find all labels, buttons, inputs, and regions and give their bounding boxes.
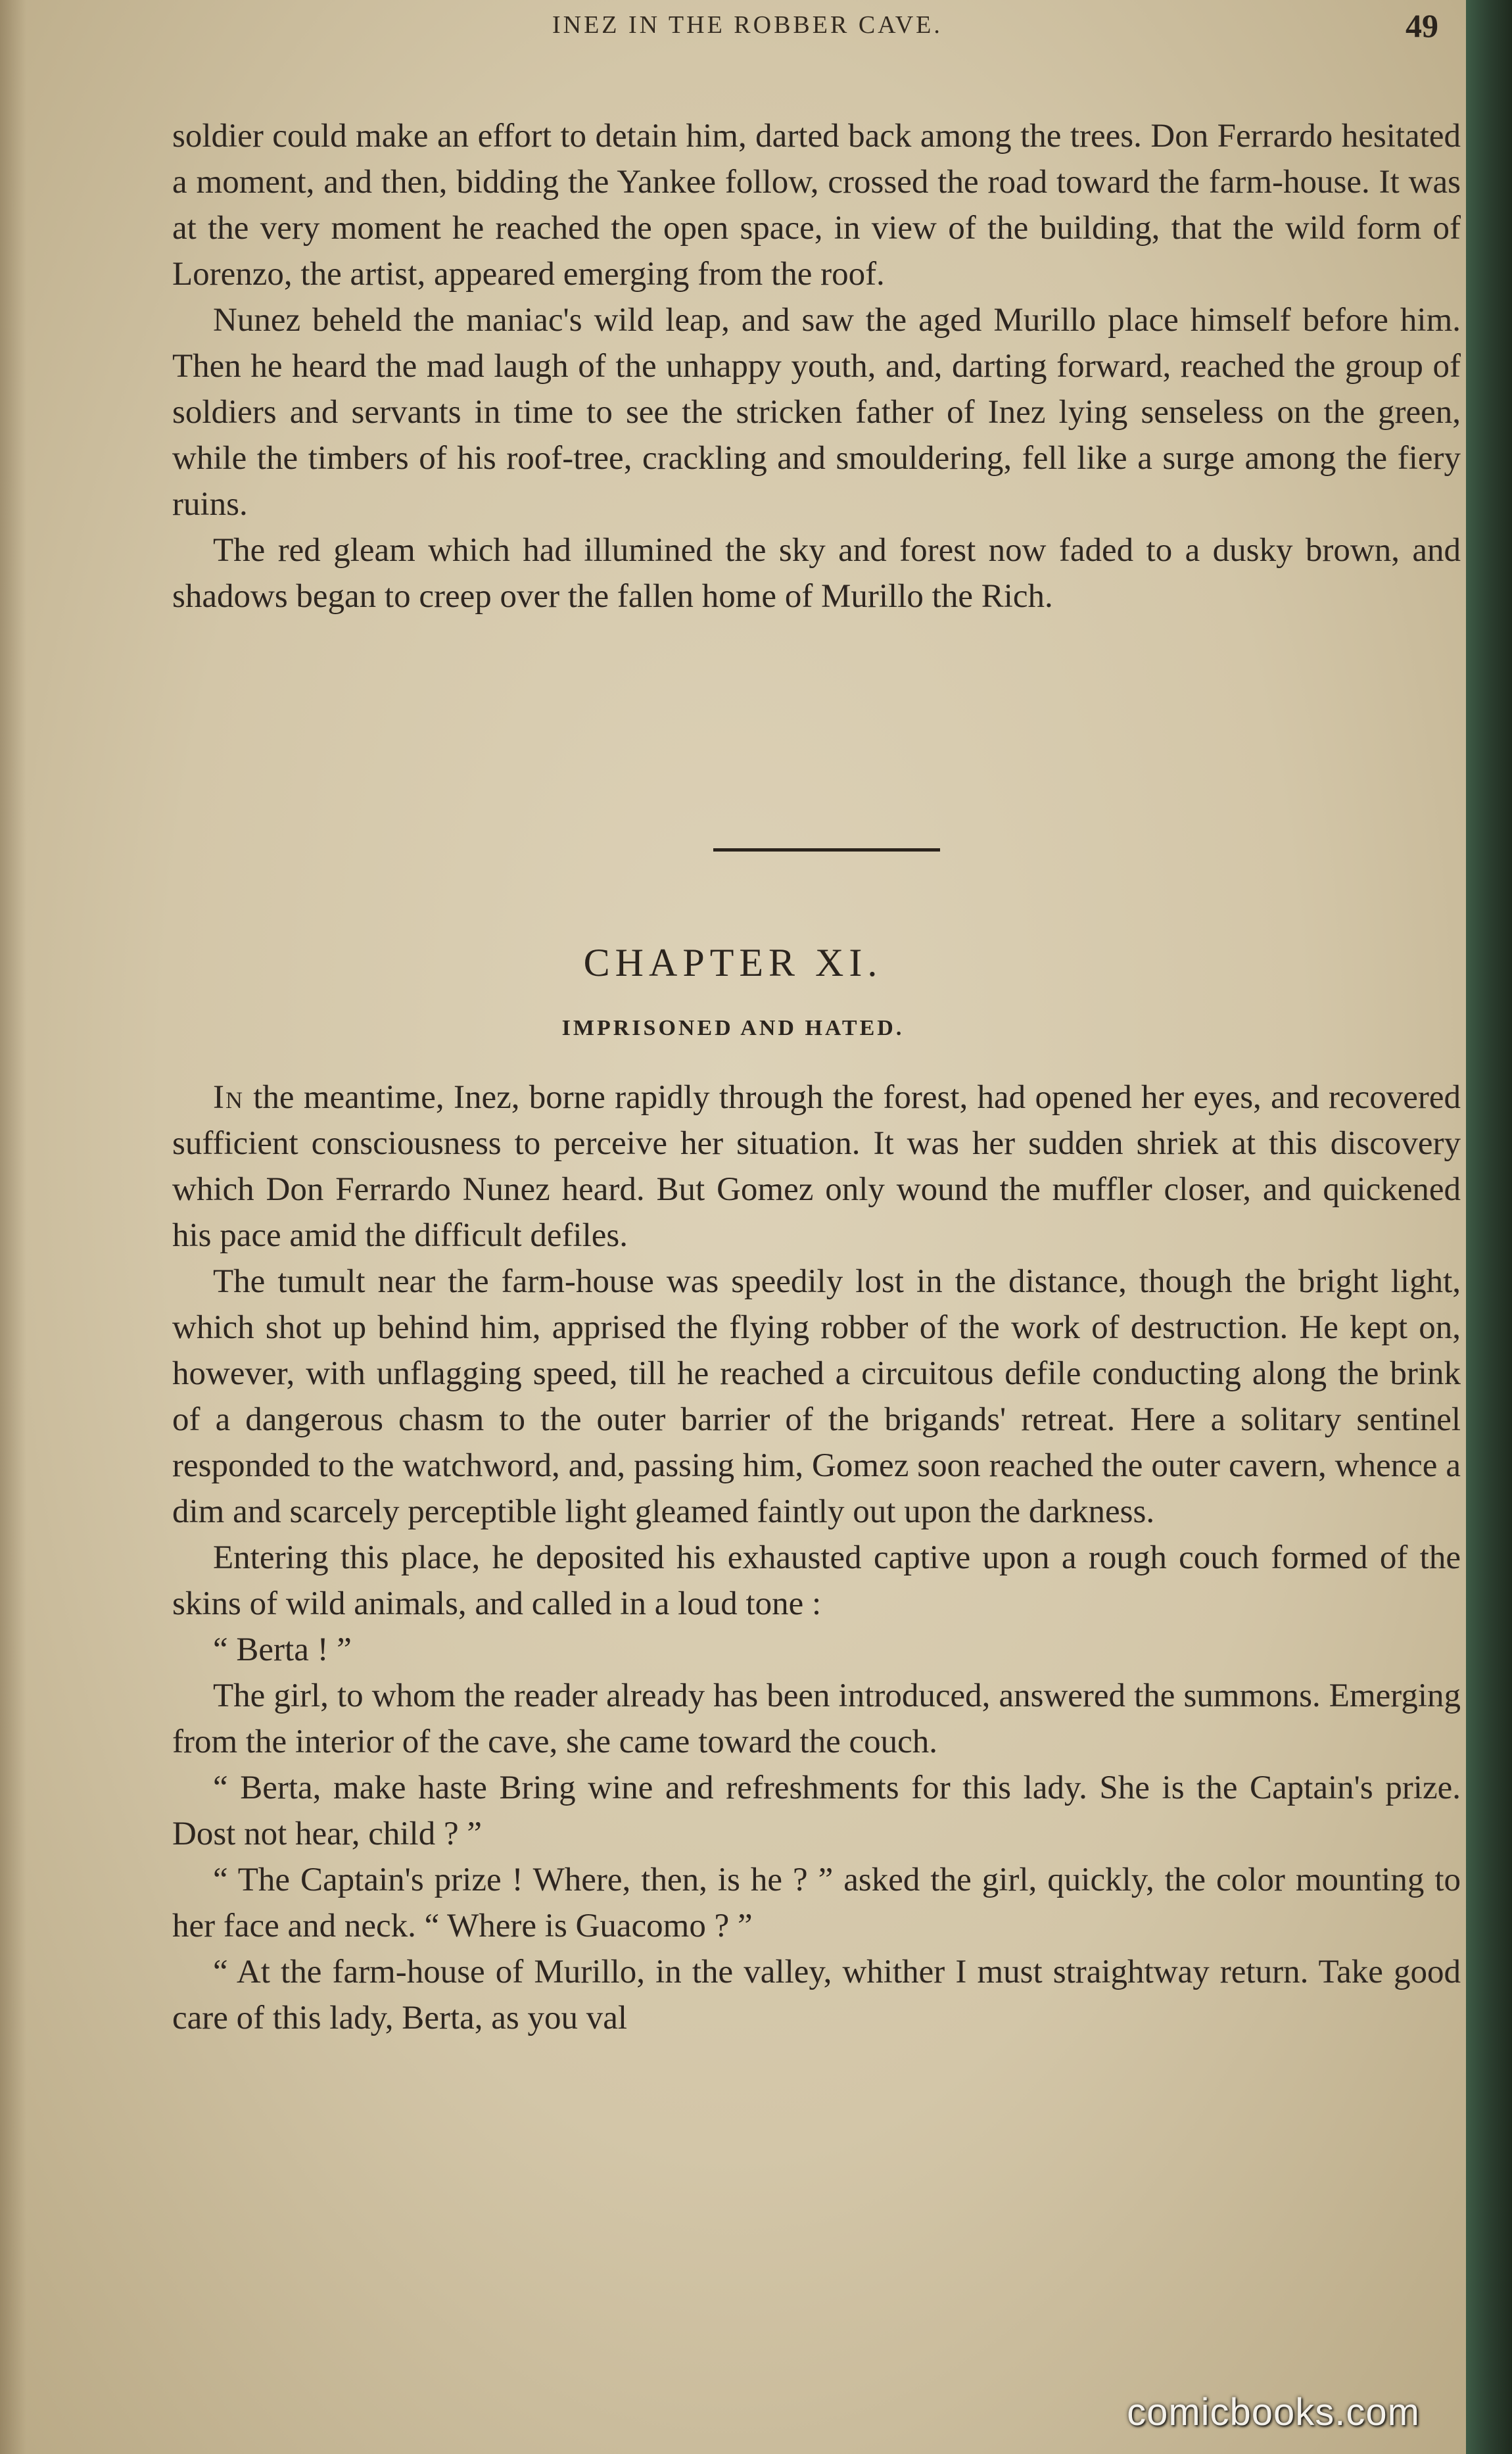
- chapter-opening-word: In: [213, 1079, 244, 1116]
- page-gutter-shadow: [0, 0, 26, 2454]
- paragraph: The girl, to whom the reader already has been introduced, answered the summons. Emerging from the interior of the cave, she came toward the couch.: [172, 1677, 1461, 1760]
- running-head: INEZ IN THE ROBBER CAVE.: [552, 11, 943, 39]
- section-divider: [713, 848, 940, 852]
- paragraph: soldier could make an effort to detain him, darted back among the trees. Don Ferrardo hesitated a moment, and then, bidding the Yankee follow, crossed the road toward the farm-house. It was at the very moment he reached the open space, in view of the building, that the wild form of Lorenzo, the artist, appeared emerging from the roof.: [172, 118, 1461, 293]
- paragraph: Entering this place, he deposited his exhausted captive upon a rough couch formed of the skins of wild animals, and called in a loud tone :: [172, 1539, 1461, 1622]
- dialogue-line: “ Berta, make haste Bring wine and refreshments for this lady. She is the Captain's prize. Dost not hear, child ? ”: [172, 1769, 1461, 1852]
- paragraph: The red gleam which had illumined the sky and forest now faded to a dusky brown, and shadows began to creep over the fallen home of Murillo the Rich.: [172, 532, 1461, 615]
- chapter-opening-text: the meantime, Inez, borne rapidly through the forest, had opened her eyes, and recovered sufficient consciousness to perceive her situation. It was her sudden shriek at this discovery which Don Ferrardo Nunez heard. But Gomez only wound the muffler closer, and quickened his pace amid the difficult defiles.: [172, 1079, 1461, 1254]
- paragraph: The tumult near the farm-house was speedily lost in the distance, though the bright light, which shot up behind him, apprised the flying robber of the work of destruction. He kept on, however, with unflagging speed, till he reached a circuitous defile conducting along the brink of a dangerous chasm to the outer barrier of the brigands' retreat. Here a solitary sentinel responded to the watchword, and, passing him, Gomez soon reached the outer cavern, whence a dim and scarcely perceptible light gleamed faintly out upon the darkness.: [172, 1263, 1461, 1530]
- paragraph: Nunez beheld the maniac's wild leap, and saw the aged Murillo place himself before him. Then he heard the mad laugh of the unhappy youth, and, darting forward, reached the group of soldiers and servants in time to see the stricken father of Inez lying senseless on the green, while the timbers of his roof-tree, crackling and smouldering, fell like a surge among the fiery ruins.: [172, 302, 1461, 523]
- chapter-opening-paragraph: [172, 1074, 1461, 1259]
- dialogue-line: “ At the farm-house of Murillo, in the valley, whither I must straightway return. Take good care of this lady, Berta, as you val: [172, 1954, 1461, 2036]
- chapter-subtitle: IMPRISONED AND HATED.: [561, 1016, 905, 1040]
- dialogue-line: “ The Captain's prize ! Where, then, is he ? ” asked the girl, quickly, the color mounting to her face and neck. “ Where is Guacomo ? ”: [172, 1862, 1461, 1944]
- next-page-edge: [1466, 0, 1512, 2454]
- page-number: 49: [1406, 7, 1438, 44]
- body-text-top: [172, 113, 1461, 619]
- dialogue-line: “ Berta ! ”: [213, 1631, 352, 1668]
- site-watermark: comicbooks.com: [1127, 2391, 1420, 2434]
- chapter-title: CHAPTER XI.: [583, 941, 883, 984]
- body-text-bottom: [172, 1074, 1461, 2041]
